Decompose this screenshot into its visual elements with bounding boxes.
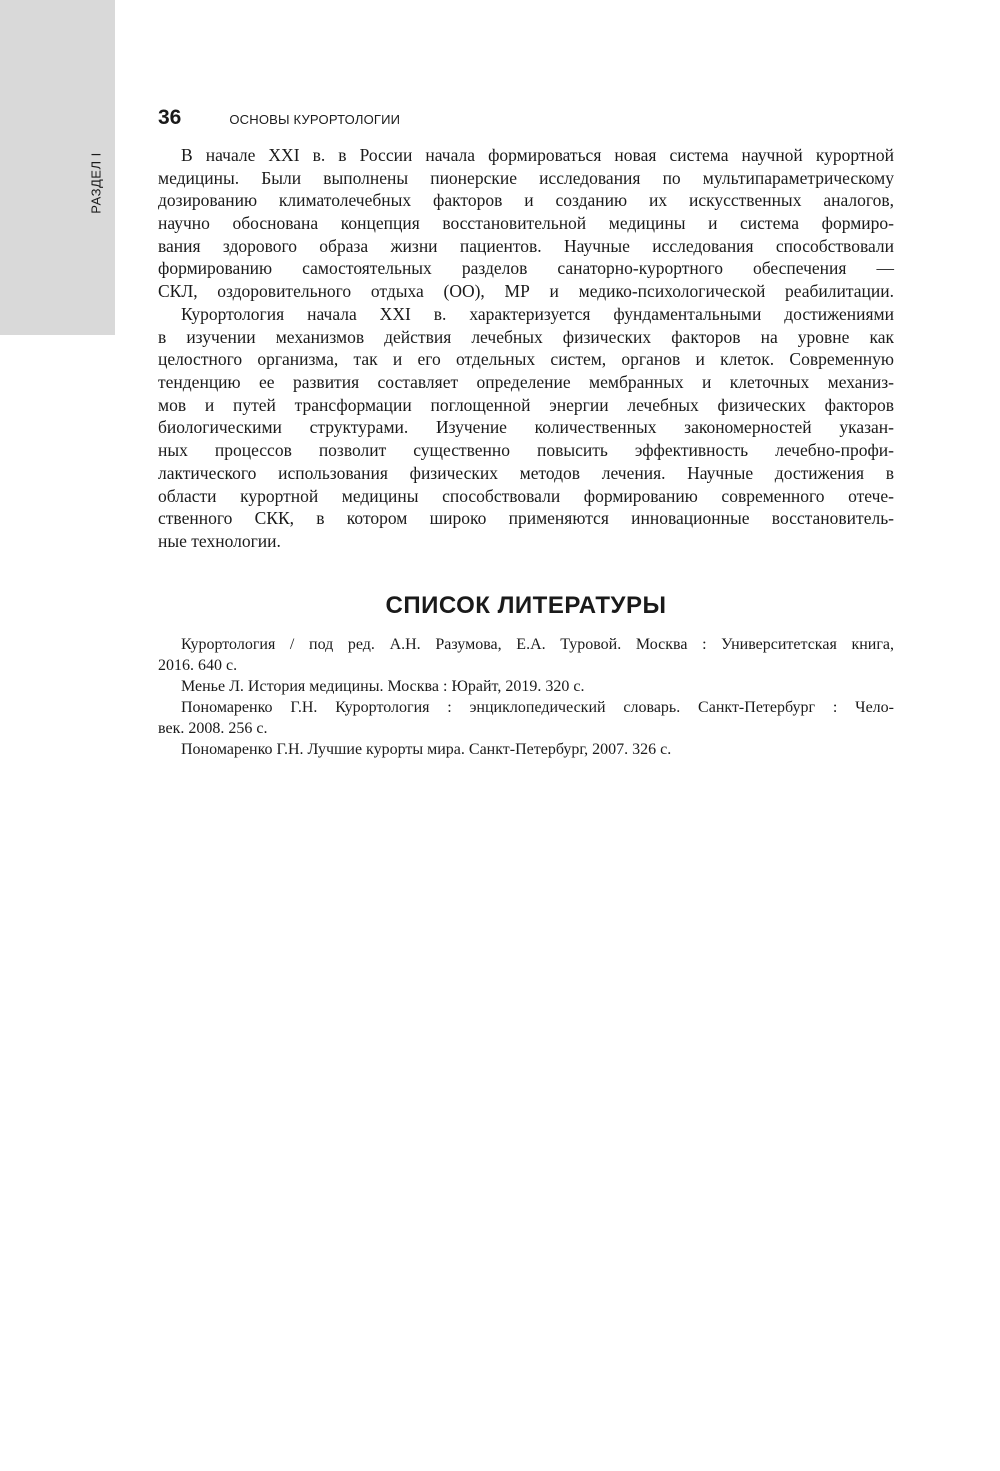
- reference-item: [158, 739, 894, 760]
- text-line: ные технологии.: [158, 530, 281, 551]
- text-line: формированию самостоятельных разделов санаторно-курортного обеспечения —: [158, 258, 894, 279]
- reference-item: [158, 676, 894, 697]
- page-header: [158, 106, 400, 130]
- text-line: научно обоснована концепция восстановительной медицины и система формиро-: [158, 213, 894, 234]
- text-line: 2016. 640 с.: [158, 657, 238, 674]
- references-title: СПИСОК ЛИТЕРАТУРЫ: [385, 592, 667, 619]
- text-line: ственного СКК, в котором широко применяются инновационные восстановитель-: [158, 508, 894, 529]
- text-line: СКЛ, оздоровительного отдыха (ОО), МР и медико-психологической реабилитации.: [158, 281, 894, 302]
- text-line: лактического использования физических методов лечения. Научные достижения в: [158, 462, 894, 483]
- text-line: медицины. Были выполнены пионерские исследования по мультипараметрическому: [158, 167, 894, 188]
- text-line: дозированию климатолечебных факторов и созданию их искусственных аналогов,: [158, 190, 894, 211]
- text-line: биологическими структурами. Изучение количественных закономерностей указан-: [158, 417, 894, 438]
- paragraph-1: [158, 144, 894, 303]
- references-list: [158, 634, 894, 760]
- text-line: области курортной медицины способствовали формированию современного отече-: [158, 485, 894, 506]
- text-line: мов и путей трансформации поглощенной энергии лечебных физических факторов: [158, 394, 894, 415]
- text-line: в изучении механизмов действия лечебных физических факторов на уровне как: [158, 326, 894, 347]
- running-head: ОСНОВЫ КУРОРТОЛОГИИ: [229, 112, 401, 127]
- text-line: В начале XXI в. в России начала формироваться новая система научной курортной: [181, 145, 894, 165]
- reference-item: [158, 634, 894, 676]
- text-line: Курортология начала XXI в. характеризуется фундаментальными достижениями: [181, 304, 894, 324]
- text-line: Курортология / под ред. А.Н. Разумова, Е.А. Туровой. Москва : Университетская книга,: [181, 636, 894, 653]
- text-line: Менье Л. История медицины. Москва : Юрайт, 2019. 320 с.: [181, 678, 585, 695]
- text-line: целостного организма, так и его отдельных систем, органов и клеток. Современную: [158, 349, 894, 370]
- reference-item: [158, 697, 894, 739]
- text-line: Пономаренко Г.Н. Курортология : энциклопедический словарь. Санкт-Петербург : Чело-: [181, 699, 894, 716]
- text-line: Пономаренко Г.Н. Лучшие курорты мира. Санкт-Петербург, 2007. 326 с.: [181, 741, 672, 758]
- text-line: вания здорового образа жизни пациентов. Научные исследования способствовали: [158, 235, 894, 256]
- section-tab-label: РАЗДЕЛ I: [88, 152, 104, 214]
- page-number: 36: [158, 106, 182, 129]
- text-line: ных процессов позволит существенно повысить эффективность лечебно-профи-: [158, 440, 894, 461]
- text-line: тенденцию ее развития составляет определение мембранных и клеточных механиз-: [158, 372, 894, 393]
- text-line: век. 2008. 256 с.: [158, 720, 268, 737]
- paragraph-2: [158, 303, 894, 553]
